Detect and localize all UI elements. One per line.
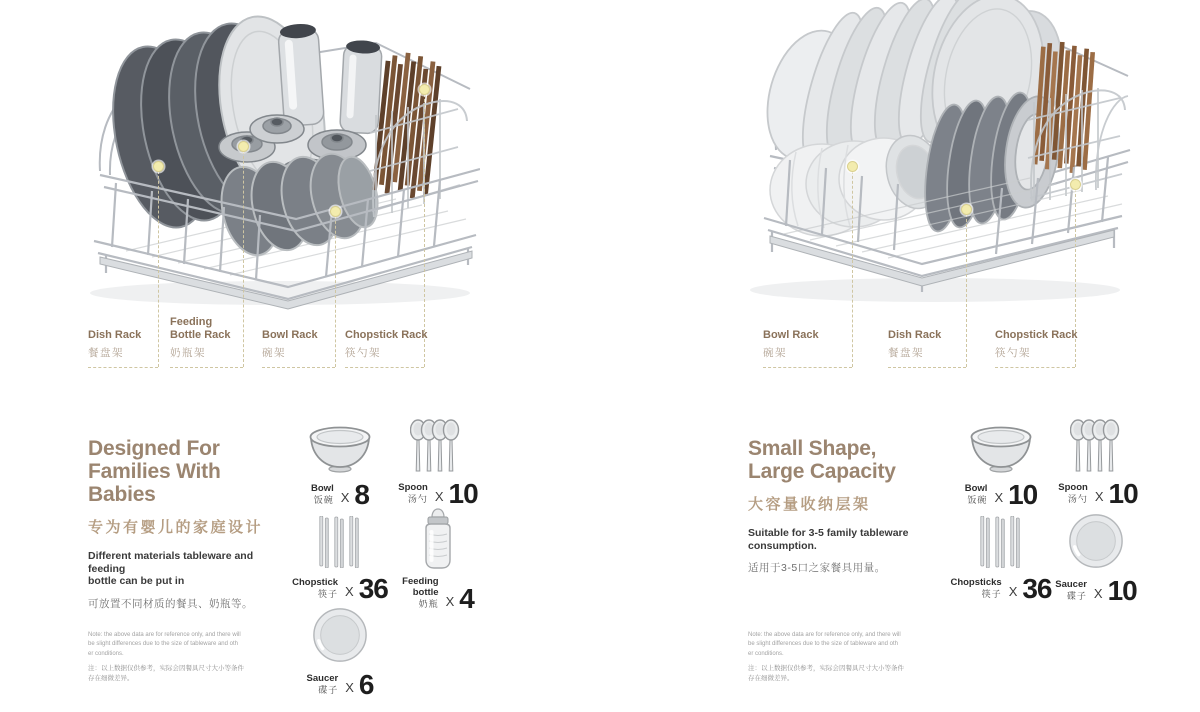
spoon-icon	[410, 419, 466, 473]
callout-underline	[995, 367, 1075, 368]
chopstick-icon	[319, 516, 361, 568]
item-feeding-bottle	[392, 508, 484, 613]
callout-zh-label: 筷勺架	[345, 347, 381, 359]
left-desc	[88, 550, 293, 588]
item-label	[965, 484, 988, 506]
right-title-zh: 大容量收纳层架	[748, 496, 871, 514]
note-line: Note: the above data are for reference only, and there will	[748, 632, 901, 638]
callout-underline	[262, 367, 335, 368]
note-line: er conditions.	[748, 650, 784, 657]
marker-dot-dish-rack	[153, 161, 164, 172]
item-meta	[402, 577, 474, 613]
callout-zh-label: 碗架	[763, 347, 787, 359]
item-label	[1058, 483, 1088, 505]
item-en: Bowl	[964, 482, 988, 494]
callout-underline	[345, 367, 424, 368]
left-title-zh: 专为有婴儿的家庭设计	[88, 519, 264, 537]
callout-en-label: Bowl Rack	[262, 328, 318, 341]
callout-en-label: Chopstick Rack	[345, 328, 428, 341]
note-zh	[748, 664, 943, 685]
callout-underline	[888, 367, 966, 368]
desc-line: bottle can be put in	[88, 575, 185, 588]
left-description-block	[88, 437, 293, 611]
item-en: bottle	[412, 586, 439, 598]
note-line: Note: the above data are for reference only, and there will	[88, 632, 241, 638]
feeding-bottle-icon	[416, 508, 460, 570]
saucer-icon	[311, 606, 369, 664]
leader-line-dish-rack	[158, 166, 159, 367]
item-meta	[1055, 577, 1137, 605]
callout-en-label: Feeding	[170, 316, 213, 329]
saucer-icon	[1067, 512, 1125, 570]
item-count: 36	[1022, 573, 1052, 604]
marker-dot-dish-rack	[961, 204, 972, 215]
title-line: Large Capacity	[748, 460, 896, 484]
left-note-block	[88, 631, 283, 685]
callout-zh-label: 餐盘架	[888, 347, 924, 359]
item-count: 10	[448, 478, 478, 509]
callout-zh-label: 碗架	[262, 347, 286, 359]
item-chopstick	[288, 516, 392, 603]
item-en: Spoon	[1058, 481, 1088, 493]
item-en: Chopstick	[292, 576, 339, 588]
item-zh: 筷子	[981, 588, 1002, 599]
callout-bowl-rack	[763, 314, 819, 360]
note-line: 注：以上数据仅供参考，实际会因餐具尺寸大小等条件	[748, 664, 904, 672]
dish-rack-render-right	[730, 0, 1140, 310]
callout-chopstick-rack	[345, 314, 428, 360]
times-symbol: X	[1094, 489, 1104, 504]
callout-chopstick-rack	[995, 314, 1078, 360]
callout-bowl-rack	[262, 314, 318, 360]
callout-underline	[763, 367, 852, 368]
right-note-block	[748, 631, 943, 685]
leader-line-bowl-rack	[335, 211, 336, 367]
item-zh: 碟子	[1066, 590, 1087, 601]
item-en: Bowl	[311, 482, 334, 494]
chopstick-icon	[980, 516, 1022, 568]
item-en: Feeding	[402, 576, 439, 587]
item-count: 4	[459, 583, 474, 615]
note-line: er conditions.	[88, 650, 124, 657]
callout-zh-label: 筷勺架	[995, 347, 1031, 359]
callout-en-label: Bottle Rack	[170, 328, 231, 341]
item-saucer	[1046, 512, 1146, 605]
note-en	[748, 631, 943, 659]
times-symbol: X	[345, 584, 354, 599]
right-description-block	[748, 437, 953, 575]
item-zh: 奶瓶	[418, 598, 439, 609]
callout-zh-label: 餐盘架	[88, 347, 124, 359]
callout-underline	[170, 367, 243, 368]
callout-en-label: Dish Rack	[88, 328, 142, 341]
item-label	[1055, 580, 1087, 602]
callout-en-label: Chopstick Rack	[995, 328, 1078, 341]
times-symbol: X	[345, 680, 354, 695]
item-label	[307, 674, 339, 696]
bowl-icon	[305, 424, 375, 474]
item-chopsticks	[946, 516, 1056, 603]
dish-rack-render-left	[70, 5, 480, 310]
item-en: Spoon	[398, 481, 428, 493]
item-zh: 汤勺	[407, 493, 428, 504]
leader-line-bowl-rack	[852, 166, 853, 367]
desc-line: Suitable for 3-5 family tableware	[748, 527, 909, 540]
leader-line-feeding-bottle-rack	[243, 146, 244, 367]
item-zh: 饭碗	[313, 494, 334, 505]
marker-dot-bowl-rack	[330, 206, 341, 217]
item-label	[950, 578, 1001, 600]
times-symbol: X	[340, 490, 350, 505]
item-bowl	[953, 424, 1049, 509]
desc-line: Different materials tableware and feeding	[88, 550, 254, 575]
item-meta	[307, 671, 374, 699]
item-spoon	[1050, 419, 1146, 508]
callout-dish-rack	[888, 314, 941, 360]
item-count: 10	[1107, 575, 1137, 606]
times-symbol: X	[1008, 584, 1018, 599]
times-symbol: X	[434, 489, 444, 504]
left-title	[88, 437, 293, 506]
times-symbol: X	[445, 594, 455, 610]
item-count: 8	[354, 479, 369, 510]
drip-tray	[770, 230, 1114, 286]
note-line: 存在细微差异。	[748, 675, 794, 683]
note-line: 注：以上数据仅供参考，实际会因餐具尺寸大小等条件	[88, 664, 244, 672]
right-desc-zh: 适用于3-5口之家餐具用量。	[748, 562, 886, 575]
title-line: Families With Babies	[88, 460, 221, 507]
item-meta	[1058, 480, 1137, 508]
item-saucer	[294, 606, 386, 699]
item-meta	[398, 480, 477, 508]
item-en: Saucer	[306, 672, 339, 684]
item-en: Chopsticks	[950, 576, 1002, 588]
item-meta	[292, 575, 388, 603]
bowl-icon	[966, 424, 1036, 474]
item-zh: 汤勺	[1067, 493, 1088, 504]
item-bowl	[294, 424, 386, 509]
times-symbol: X	[1093, 586, 1103, 601]
item-count: 10	[1008, 479, 1038, 510]
item-count: 36	[358, 573, 388, 604]
note-en	[88, 631, 283, 659]
note-zh	[88, 664, 283, 685]
title-line: Designed For	[88, 437, 220, 460]
marker-dot-chopstick-rack	[1070, 179, 1081, 190]
note-line: be slight differences due to the size of tableware and oth	[748, 641, 898, 648]
callout-underline	[88, 367, 158, 368]
item-meta	[950, 575, 1051, 603]
left-desc-zh: 可放置不同材质的餐具、奶瓶等。	[88, 598, 253, 611]
item-en: Saucer	[1055, 578, 1087, 590]
item-zh: 筷子	[318, 588, 339, 599]
times-symbol: X	[994, 490, 1004, 505]
chopsticks-bundle	[372, 51, 443, 200]
desc-line: consumption.	[748, 539, 817, 552]
item-label	[402, 577, 438, 610]
marker-dot-chopstick-rack	[419, 84, 430, 95]
marker-dot-feeding-bottle-rack	[238, 141, 249, 152]
title-line: Small Shape,	[748, 437, 877, 460]
note-line: be slight differences due to the size of tableware and oth	[88, 641, 238, 648]
right-title	[748, 437, 953, 483]
item-label	[311, 484, 334, 506]
callout-dish-rack	[88, 314, 141, 360]
marker-dot-bowl-rack	[847, 161, 858, 172]
item-count: 6	[358, 669, 374, 700]
callout-en-label: Bowl Rack	[763, 328, 819, 341]
note-line: 存在细微差异。	[88, 675, 134, 683]
item-zh: 碟子	[318, 684, 339, 695]
leader-line-dish-rack	[966, 209, 967, 367]
callout-en-label: Dish Rack	[888, 328, 942, 341]
item-spoon	[392, 419, 484, 508]
spoon-icon	[1070, 419, 1126, 473]
item-count: 10	[1108, 478, 1138, 509]
item-label	[398, 483, 428, 505]
item-meta	[965, 481, 1038, 509]
item-meta	[311, 481, 369, 509]
callout-zh-label: 奶瓶架	[170, 347, 206, 359]
right-desc	[748, 527, 953, 552]
item-label	[292, 578, 338, 600]
callout-feeding-bottle-rack	[170, 314, 231, 360]
item-zh: 饭碗	[967, 494, 988, 505]
